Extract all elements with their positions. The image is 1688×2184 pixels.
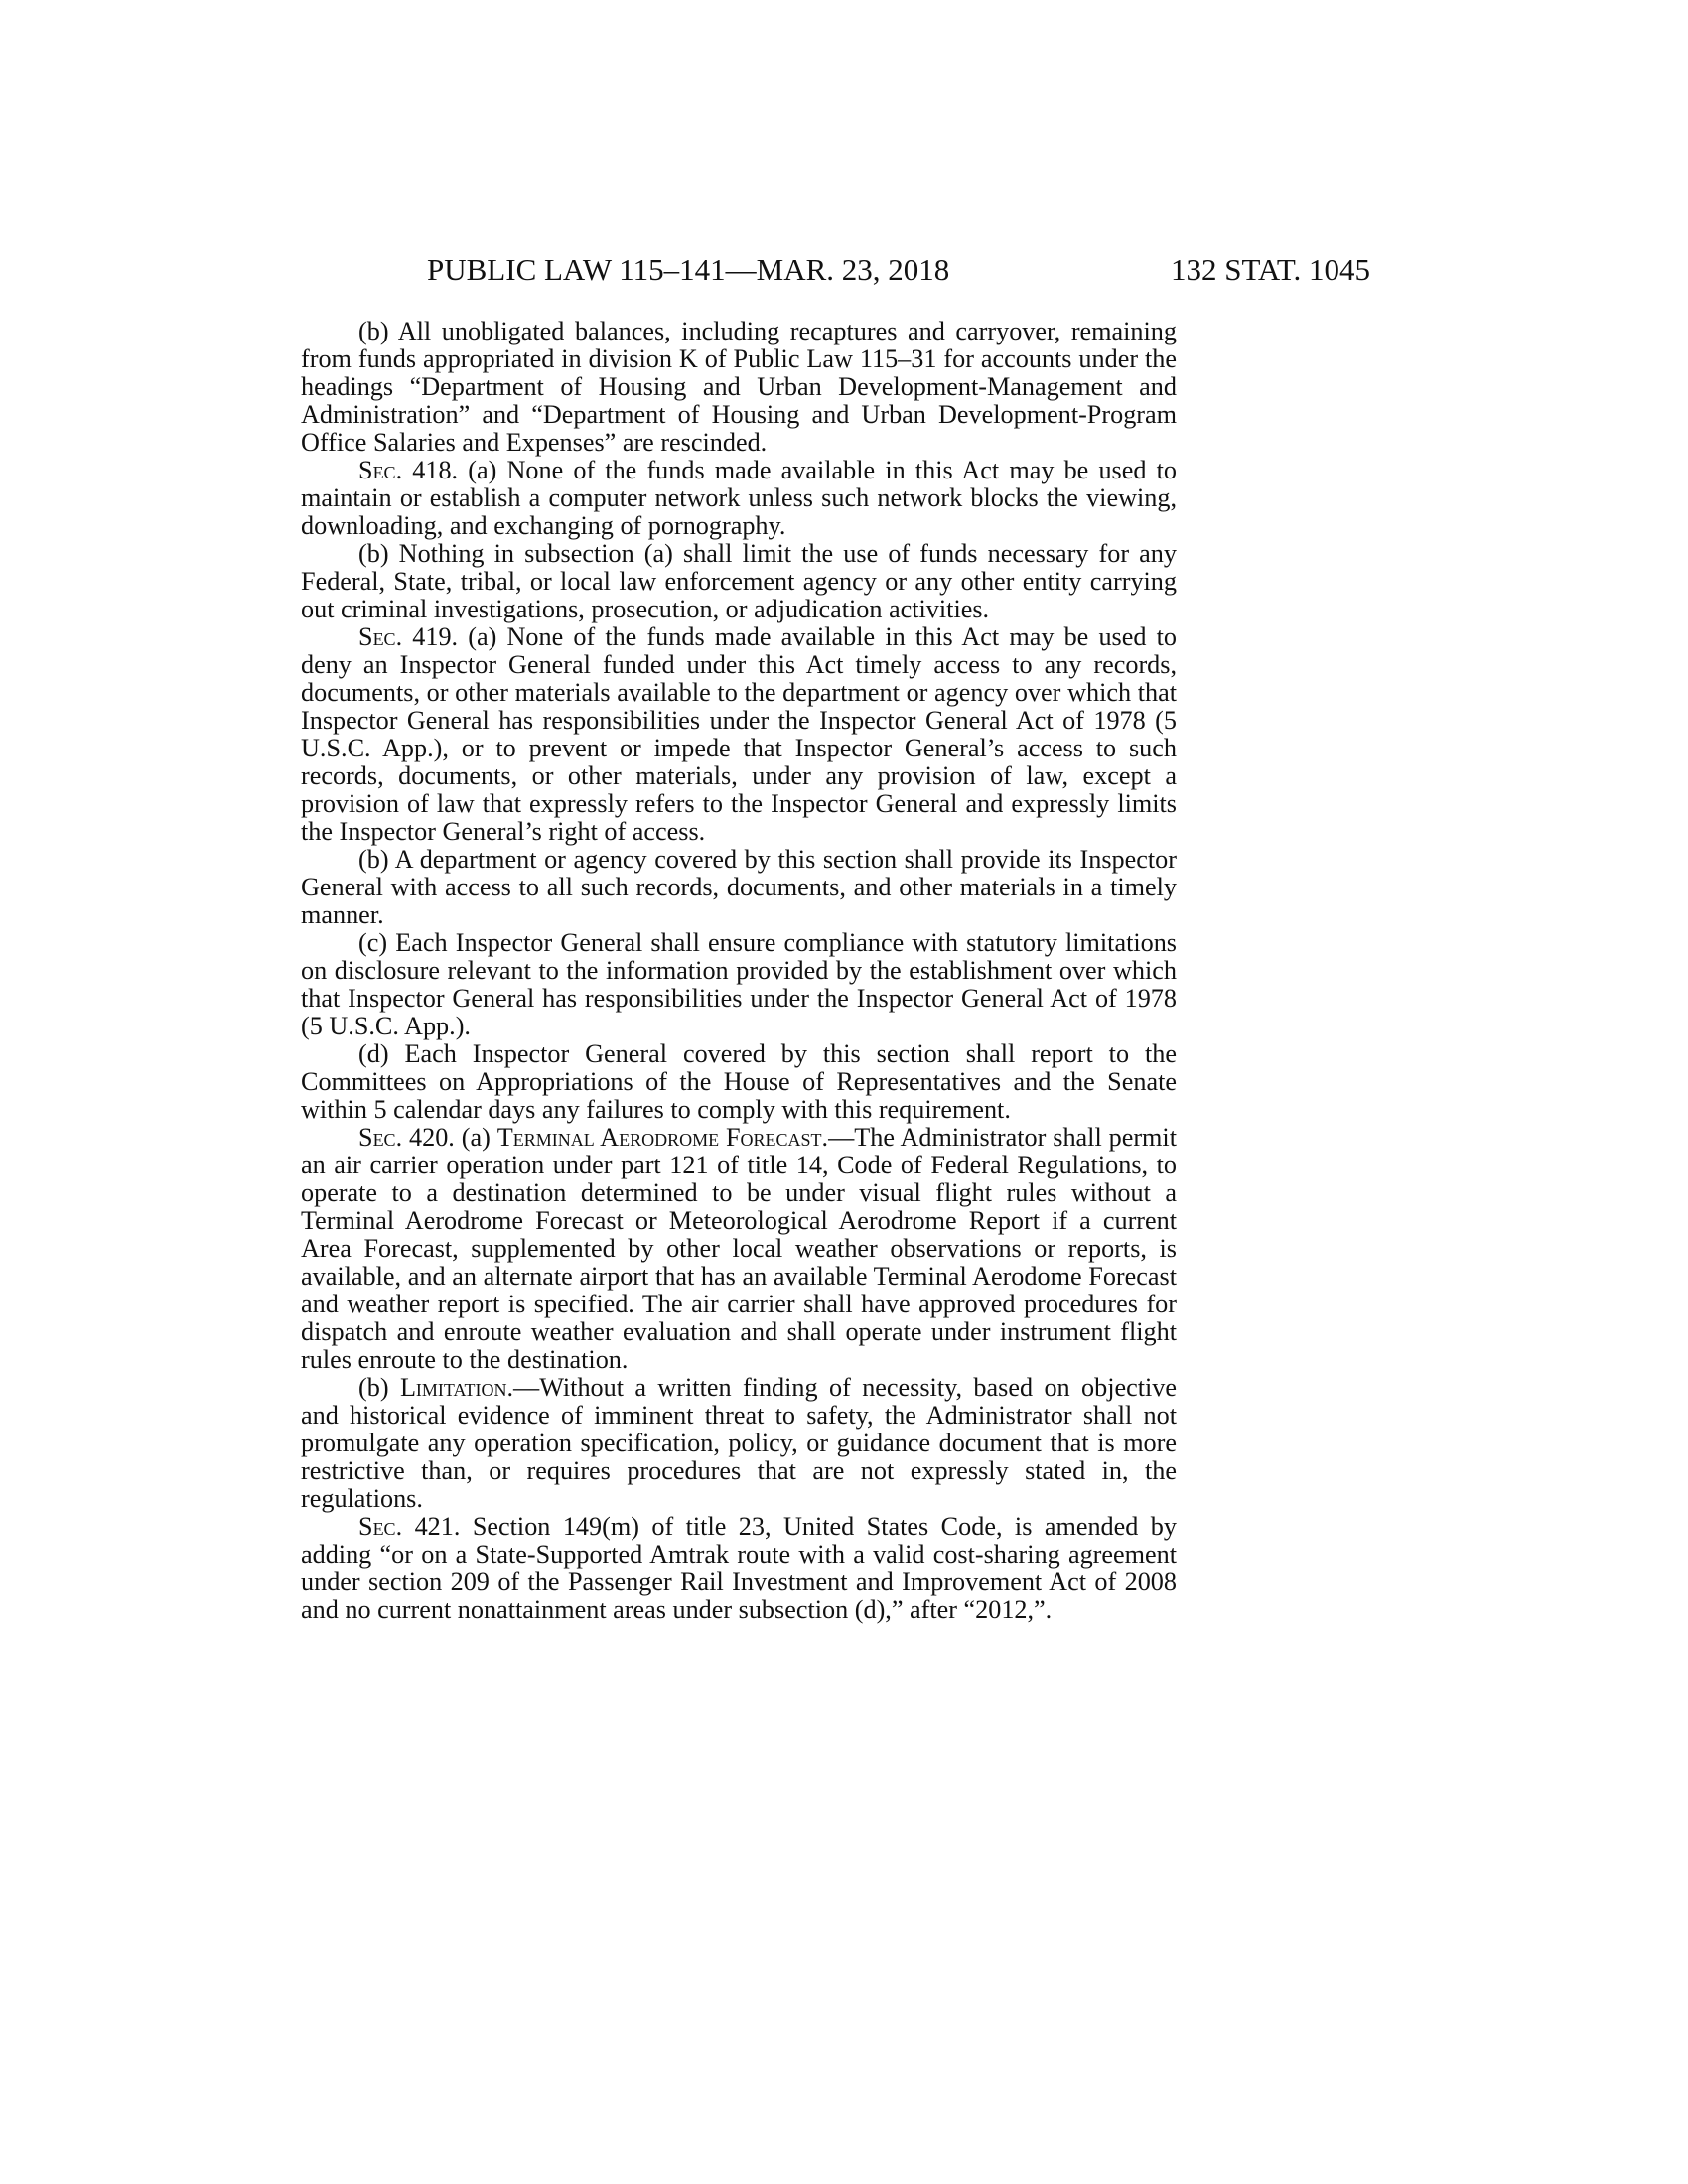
paragraph-text: 421. Section 149(m) of title 23, United States Code, is amended by adding “or on a State-Supported Amtrak route with a valid cost-sharing agreement under section 209 of the Passenger Rail Investment and Improvement Act of 2008 and no current nonattainment areas under subsection (d),” after “2012,”. xyxy=(301,1512,1177,1624)
subsection-heading: Limitation xyxy=(399,1373,507,1402)
paragraph-text: .—The Administrator shall permit an air carrier operation under part 121 of title 14, Code of Federal Regulations, to operate to a destination determined to be under visual flight rules without a Terminal Aerodrome Forecast or Meteorological Aerodrome Report if a current Area Forecast, supplemented by other local weather observations or reports, is available, and an alternate airport that has an available Terminal Aerodome Forecast and weather report is specified. The air carrier shall have approved procedures for dispatch and enroute weather evaluation and shall operate under instrument flight rules enroute to the destination. xyxy=(301,1123,1177,1374)
section-label: Sec. xyxy=(358,1512,403,1541)
subsection-marker: (b) xyxy=(358,1373,400,1402)
section-418-a xyxy=(301,457,1177,540)
header-page-reference: 132 STAT. 1045 xyxy=(1170,252,1370,287)
section-419-d xyxy=(301,1040,1177,1124)
section-label: Sec. xyxy=(358,622,403,651)
section-label: Sec. xyxy=(358,1123,403,1152)
subsection-marker: 420. (a) xyxy=(402,1123,497,1152)
document-body xyxy=(301,318,1177,1624)
paragraph-text: (b) All unobligated balances, including recaptures and carryover, remaining from funds appropriated in division K of Public Law 115–31 for accounts under the headings “Department of Housing and Urban Development-Management and Administration” and “Department of Housing and Urban Development-Program Office Salaries and Expenses” are rescinded. xyxy=(301,317,1177,457)
section-419-a xyxy=(301,623,1177,846)
running-header xyxy=(427,248,1370,292)
paragraph-text: (d) Each Inspector General covered by this section shall report to the Committees on Appropriations of the House of Representatives and the Senate within 5 calendar days any failures to comply with this requirement. xyxy=(301,1039,1177,1124)
section-418-b xyxy=(301,540,1177,623)
paragraph-rescission xyxy=(301,318,1177,457)
section-421 xyxy=(301,1513,1177,1624)
section-419-c xyxy=(301,929,1177,1040)
section-label: Sec. xyxy=(358,456,403,484)
subsection-heading: Terminal Aerodrome Forecast xyxy=(496,1123,822,1152)
paragraph-text: (b) Nothing in subsection (a) shall limit the use of funds necessary for any Federal, State, tribal, or local law enforcement agency or any other entity carrying out criminal investigations, prosecution, or adjudication activities. xyxy=(301,539,1177,623)
section-419-b xyxy=(301,846,1177,929)
paragraph-text: .—Without a written finding of necessity, based on objective and historical evidence of imminent threat to safety, the Administrator shall not promulgate any operation specification, policy, or guidance document that is more restrictive than, or requires procedures that are not expressly stated in, the regulations. xyxy=(301,1373,1177,1513)
section-420-a xyxy=(301,1124,1177,1374)
paragraph-text: 419. (a) None of the funds made available in this Act may be used to deny an Inspector General funded under this Act timely access to any records, documents, or other materials available to the department or agency over which that Inspector General has responsibilities under the Inspector General Act of 1978 (5 U.S.C. App.), or to prevent or impede that Inspector General’s access to such records, documents, or other materials, under any provision of law, except a provision of law that expressly refers to the Inspector General and expressly limits the Inspector General’s right of access. xyxy=(301,622,1177,846)
paragraph-text: (b) A department or agency covered by this section shall provide its Inspector General with access to all such records, documents, and other materials in a timely manner. xyxy=(301,845,1177,929)
paragraph-text: 418. (a) None of the funds made available in this Act may be used to maintain or establish a computer network unless such network blocks the viewing, downloading, and exchanging of pornography. xyxy=(301,456,1177,540)
section-420-b xyxy=(301,1374,1177,1513)
header-title: PUBLIC LAW 115–141—MAR. 23, 2018 xyxy=(427,252,950,287)
paragraph-text: (c) Each Inspector General shall ensure compliance with statutory limitations on disclosure relevant to the information provided by the establishment over which that Inspector General has responsibilities under the Inspector General Act of 1978 (5 U.S.C. App.). xyxy=(301,928,1177,1040)
